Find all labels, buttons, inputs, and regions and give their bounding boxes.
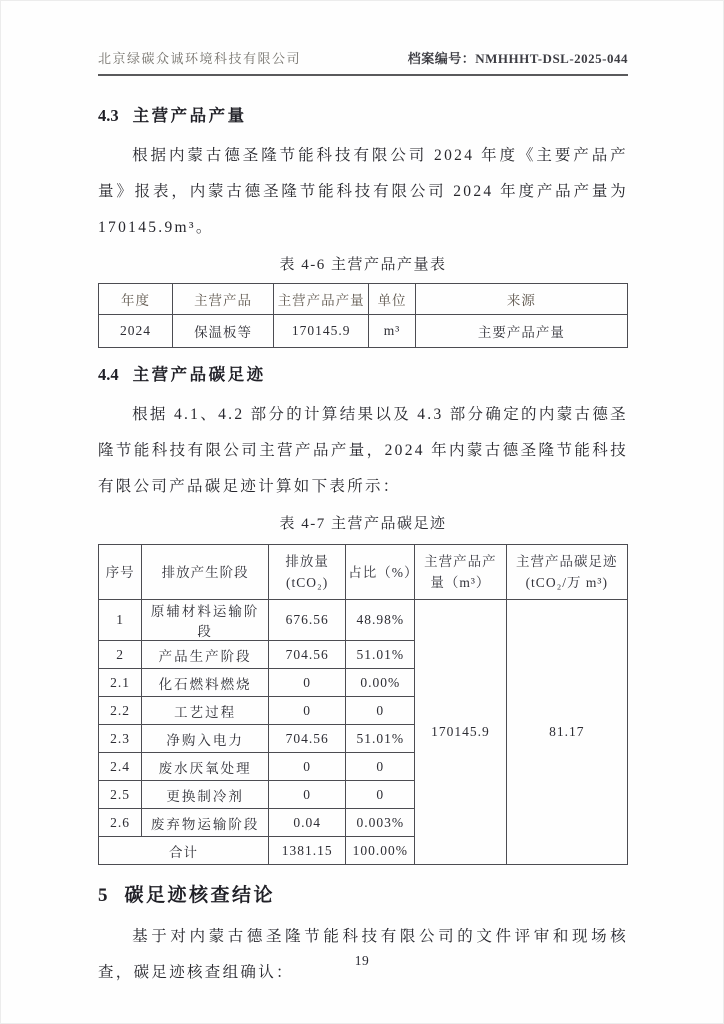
t47-cell-no: 2.6: [99, 809, 142, 837]
t47-cell-no: 2.3: [99, 725, 142, 753]
t46-header-unit: 单位: [369, 284, 416, 315]
t47-cell-no: 2.1: [99, 669, 142, 697]
t47-cell-stage: 原辅材料运输阶段: [142, 600, 269, 641]
table-4-7-row: [99, 600, 628, 641]
t47-cell-share: 48.98%: [346, 600, 415, 641]
section-5-heading: [98, 880, 628, 907]
t47-header-stage: 排放产生阶段: [142, 545, 269, 600]
section-5-paragraph: 基于对内蒙古德圣隆节能科技有限公司的文件评审和现场核查，碳足迹核查组确认：: [98, 928, 628, 981]
t46-header-source: 来源: [415, 284, 627, 315]
table-4-7-caption: 表 4-7 主营产品碳足迹: [279, 516, 447, 532]
table-4-6-caption: 表 4-6 主营产品产量表: [279, 257, 447, 273]
header-doc-number: [408, 48, 628, 67]
t47-cell-emission: 0: [269, 753, 346, 781]
section-4-3-heading: [98, 102, 628, 126]
page-content: [98, 1, 628, 991]
t47-cell-stage: 化石燃料燃烧: [142, 669, 269, 697]
page-number: 19: [354, 953, 370, 968]
t47-cell-no: 2.4: [99, 753, 142, 781]
t47-header-emission: [269, 545, 346, 600]
page-header: [98, 1, 628, 76]
t47-cell-stage: 产品生产阶段: [142, 641, 269, 669]
t47-header-footprint-line2: (tCO₂/万 m³): [525, 575, 608, 590]
t47-cell-emission: 676.56: [269, 600, 346, 641]
t47-cell-emission: 0: [269, 697, 346, 725]
section-4-4-heading: [98, 361, 628, 385]
t47-cell-share: 0: [346, 697, 415, 725]
t47-cell-emission: 704.56: [269, 725, 346, 753]
header-company-name: 北京绿碳众诚环境科技有限公司: [98, 51, 302, 66]
t47-total-share: 100.00%: [346, 837, 415, 865]
t47-header-footprint-line1: 主营产品碳足迹: [516, 554, 618, 569]
t46-cell-product: 保温板等: [173, 315, 274, 348]
t47-cell-share: 51.01%: [346, 641, 415, 669]
t46-cell-year: 2024: [99, 315, 173, 348]
t46-cell-source: 主要产品产量: [415, 315, 627, 348]
t47-cell-stage: 废水厌氧处理: [142, 753, 269, 781]
section-4-4-title: 主营产品碳足迹: [132, 365, 266, 384]
section-5-number: 5: [98, 885, 108, 906]
t47-cell-emission: 0: [269, 669, 346, 697]
t47-cell-no: 2.5: [99, 781, 142, 809]
doc-number-value: NMHHHT-DSL-2025-044: [475, 51, 628, 66]
t47-cell-share: 51.01%: [346, 725, 415, 753]
t47-cell-emission: 704.56: [269, 641, 346, 669]
t47-header-emission-line1: 排放量: [285, 554, 329, 569]
section-4-3-number: 4.3: [98, 106, 119, 125]
t47-cell-emission: 0: [269, 781, 346, 809]
t47-header-production: [415, 545, 506, 600]
t47-cell-share: 0: [346, 781, 415, 809]
t47-cell-no: 2.2: [99, 697, 142, 725]
t47-header-share: 占比（%）: [346, 545, 415, 600]
t46-header-product: 主营产品: [173, 284, 274, 315]
table-4-7: [98, 544, 628, 865]
t47-header-production-line2: 量（m³）: [430, 575, 491, 590]
t46-cell-output: 170145.9: [274, 315, 369, 348]
t47-cell-share: 0.00%: [346, 669, 415, 697]
table-4-6-header-row: [99, 284, 628, 315]
t46-header-year: 年度: [99, 284, 173, 315]
t46-cell-unit: m³: [369, 315, 416, 348]
t47-cell-stage: 废弃物运输阶段: [142, 809, 269, 837]
table-4-6-data-row: [99, 315, 628, 348]
section-4-4-paragraph: 根据 4.1、4.2 部分的计算结果以及 4.3 部分确定的内蒙古德圣隆节能科技有限公司主营产品产量，2024 年内蒙古德圣隆节能科技有限公司产品碳足迹计算如下表所示：: [98, 406, 628, 495]
t47-cell-share: 0.003%: [346, 809, 415, 837]
t47-cell-stage: 更换制冷剂: [142, 781, 269, 809]
section-5-title: 碳足迹核查结论: [124, 885, 276, 906]
table-4-7-header-row: [99, 545, 628, 600]
t47-cell-emission: 0.04: [269, 809, 346, 837]
t47-header-no: 序号: [99, 545, 142, 600]
t47-merged-footprint-value: 81.17: [506, 600, 627, 865]
t47-cell-no: 1: [99, 600, 142, 641]
section-4-4-number: 4.4: [98, 365, 119, 384]
t46-header-output: 主营产品产量: [274, 284, 369, 315]
t47-merged-production-value: 170145.9: [415, 600, 506, 865]
t47-cell-share: 0: [346, 753, 415, 781]
t47-cell-no: 2: [99, 641, 142, 669]
t47-cell-stage: 工艺过程: [142, 697, 269, 725]
t47-header-footprint: [506, 545, 627, 600]
section-4-3-title: 主营产品产量: [132, 106, 247, 125]
t47-cell-stage: 净购入电力: [142, 725, 269, 753]
section-4-3-paragraph: 根据内蒙古德圣隆节能科技有限公司 2024 年度《主要产品产量》报表，内蒙古德圣隆节能科技有限公司 2024 年度产品产量为 170145.9m³。: [98, 147, 628, 236]
t47-total-label: 合计: [99, 837, 269, 865]
t47-header-emission-line2: (tCO₂): [286, 575, 329, 590]
table-4-6: [98, 283, 628, 348]
doc-number-label: 档案编号：: [407, 51, 476, 66]
t47-total-emission: 1381.15: [269, 837, 346, 865]
t47-header-production-line1: 主营产品产: [424, 554, 497, 569]
